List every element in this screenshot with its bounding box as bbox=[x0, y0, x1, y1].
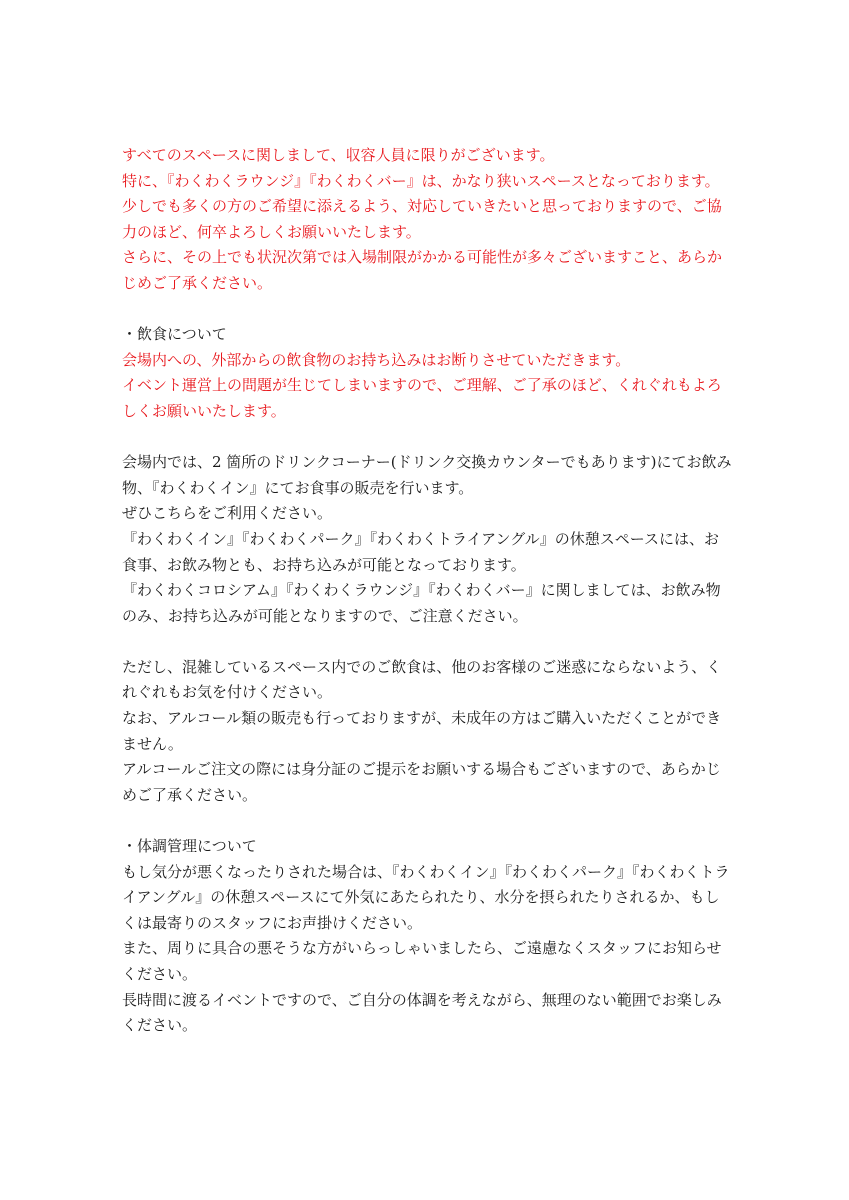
food-text-line: なお、アルコール類の販売も行っておりますが、未成年の方はご購入いただくことができ bbox=[122, 709, 722, 728]
health-text-line: くは最寄りのスタッフにお声掛けください。 bbox=[122, 913, 423, 932]
food-paragraph-2 bbox=[122, 655, 734, 809]
food-text-line: 食事、お飲み物とも、お持ち込みが可能となっております。 bbox=[122, 555, 526, 574]
health-text-line: イアングル』の休憩スペースにて外気にあたられたり、水分を摂られたりされるか、もし bbox=[122, 888, 720, 907]
food-text-line: のみ、お持ち込みが可能となりますので、ご注意ください。 bbox=[122, 606, 528, 625]
document-body bbox=[122, 143, 734, 1039]
notice-line: じめご了承ください。 bbox=[122, 273, 273, 292]
spacer bbox=[122, 808, 734, 834]
notice-line: すべてのスペースに関しまして、収容人員に限りがございます。 bbox=[122, 146, 555, 164]
food-text-line: ません。 bbox=[122, 734, 183, 753]
spacer bbox=[122, 629, 734, 655]
food-text-line: 『わくわくイン』『わくわくパーク』『わくわくトライアングル』の休憩スペースには、お bbox=[122, 529, 720, 548]
notice-line: さらに、その上でも状況次第では入場制限がかかる可能性が多々ございますこと、あらか bbox=[122, 248, 723, 267]
health-text-line: また、周りに具合の悪そうな方がいらっしゃいましたら、ご遠慮なくスタッフにお知らせ bbox=[122, 939, 722, 958]
health-text-line: ください。 bbox=[122, 965, 198, 983]
food-text-line: 『わくわくコロシアム』『わくわくラウンジ』『わくわくバー』に関しましては、お飲み物 bbox=[122, 581, 721, 600]
food-text-line: ただし、混雑しているスペース内でのご飲食は、他のお客様のご迷惑にならないよう、く bbox=[122, 657, 722, 676]
food-section-heading: ・飲食について bbox=[122, 325, 227, 344]
food-text-line: ぜひこちらをご利用ください。 bbox=[122, 504, 333, 523]
food-text-line: 会場内では、2 箇所のドリンクコーナー(ドリンク交換カウンターでもあります)にてお飲み bbox=[122, 453, 732, 472]
food-paragraph-1 bbox=[122, 450, 734, 629]
spacer bbox=[122, 297, 734, 323]
health-section bbox=[122, 834, 734, 1039]
health-text-line: もし気分が悪くなったりされた場合は、『わくわくイン』『わくわくパーク』『わくわくトラ bbox=[122, 862, 730, 881]
food-red-line: しくお願いいたします。 bbox=[122, 401, 286, 420]
food-text-line: めご了承ください。 bbox=[122, 785, 258, 804]
food-section bbox=[122, 322, 734, 808]
food-red-notice bbox=[122, 348, 734, 425]
capacity-notice bbox=[122, 143, 734, 297]
health-text-line: ください。 bbox=[122, 1016, 198, 1035]
health-section-heading: ・体調管理について bbox=[122, 837, 257, 856]
food-red-line: イベント運営上の問題が生じてしまいますので、ご理解、ご了承のほど、くれぐれもよろ bbox=[122, 376, 722, 395]
spacer bbox=[122, 425, 734, 451]
food-red-line: 会場内への、外部からの飲食物のお持ち込みはお断りさせていただきます。 bbox=[122, 350, 631, 369]
health-text-line: 長時間に渡るイベントですので、ご自分の体調を考えながら、無理のない範囲でお楽しみ bbox=[122, 990, 722, 1009]
notice-line: 少しでも多くの方のご希望に添えるよう、対応していきたいと思っておりますので、ご協 bbox=[122, 197, 722, 216]
food-text-line: アルコールご注文の際には身分証のご提示をお願いする場合もございますので、あらかじ bbox=[122, 760, 721, 779]
food-text-line: 物、『わくわくイン』にてお食事の販売を行います。 bbox=[122, 478, 474, 497]
food-text-line: れぐれもお気を付けください。 bbox=[122, 683, 333, 702]
notice-line: 力のほど、何卒よろしくお願いいたします。 bbox=[122, 222, 421, 241]
notice-line: 特に、『わくわくラウンジ』『わくわくバー』は、かなり狭いスペースとなっております。 bbox=[122, 171, 720, 190]
